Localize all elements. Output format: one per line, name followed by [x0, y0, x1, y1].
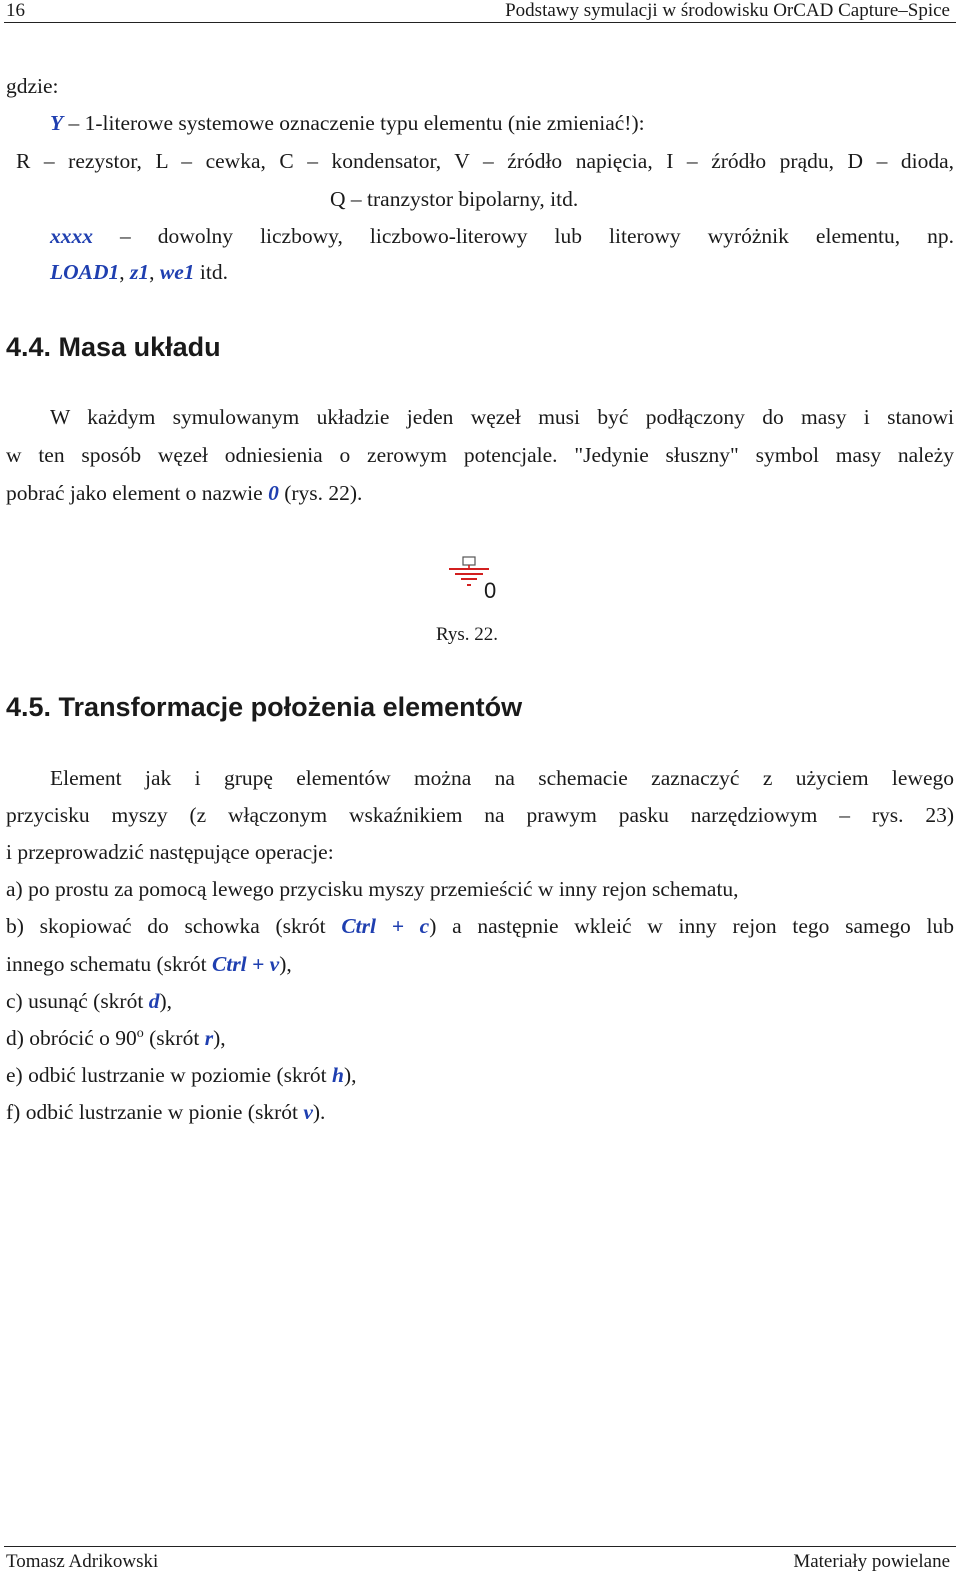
xxxx-symbol: xxxx: [50, 224, 93, 248]
paragraph-line: i przeprowadzić następujące operacje:: [6, 840, 334, 864]
types-line-1: R – rezystor, L – cewka, C – kondensator, V – źródło napięcia, I – źródło prądu, D – dioda,: [16, 149, 954, 173]
paragraph-line: [6, 479, 954, 507]
paragraph-line: przycisku myszy (z włączonym wskaźnikiem na prawym pasku narzędziowym – rys. 23): [6, 803, 954, 827]
separator: ,: [149, 260, 160, 284]
page-number: 16: [6, 0, 25, 21]
example-we1: we1: [159, 260, 195, 284]
running-title: Podstawy symulacji w środowisku OrCAD Capture–Spice: [505, 0, 950, 21]
types-line-2: Q – tranzystor bipolarny, itd.: [330, 187, 579, 211]
list-item-b-cont: [6, 950, 954, 978]
y-definition: [50, 109, 954, 137]
paragraph-line: w ten sposób węzeł odniesienia o zerowym potencjale. "Jedynie słuszny" symbol masy należy: [6, 443, 954, 467]
xxxx-text: – dowolny liczbowy, liczbowo-literowy lub literowy wyróżnik elementu, np.: [93, 224, 954, 248]
list-item-c: [6, 987, 954, 1015]
paragraph-line: Element jak i grupę elementów można na schemacie zaznaczyć z użyciem lewego: [50, 766, 954, 790]
text: b) skopiować do schowka (skrót: [6, 914, 342, 938]
shortcut-v: v: [303, 1100, 313, 1124]
paragraph-line: W każdym symulowanym układzie jeden węzeł musi być podłączony do masy i stanowi: [50, 405, 954, 429]
shortcut-d: d: [148, 989, 160, 1013]
ground-element-name: 0: [268, 481, 279, 505]
text: f) odbić lustrzanie w pionie (skrót: [6, 1100, 304, 1124]
list-item-e: [6, 1061, 954, 1089]
list-item-b: [6, 912, 954, 940]
page-header: [4, 0, 956, 23]
section-heading-4-4: 4.4. Masa układu: [6, 332, 221, 362]
text: ).: [312, 1100, 326, 1124]
text: pobrać jako element o nazwie: [6, 481, 269, 505]
text: ),: [343, 1063, 357, 1087]
section-heading-4-5: 4.5. Transformacje położenia elementów: [6, 692, 523, 722]
y-text: – 1-literowe systemowe oznaczenie typu elementu (nie zmieniać!):: [63, 111, 645, 135]
text: e) odbić lustrzanie w poziomie (skrót: [6, 1063, 332, 1087]
degree-sup: o: [136, 1025, 144, 1041]
y-symbol: Y: [50, 111, 64, 135]
shortcut-r: r: [204, 1026, 214, 1050]
gdzie-label: gdzie:: [6, 74, 59, 98]
gdzie-line: [6, 72, 954, 100]
example-z1: z1: [130, 260, 150, 284]
text: c) usunąć (skrót: [6, 989, 149, 1013]
xxxx-definition: [50, 222, 954, 250]
list-item-f: [6, 1098, 954, 1126]
list-item-d: [6, 1024, 954, 1052]
footer-note: Materiały powielane: [793, 1551, 950, 1572]
text: (rys. 22).: [278, 481, 363, 505]
text: d) obrócić o 90: [6, 1026, 137, 1050]
list-item-a: a) po prostu za pomocą lewego przycisku myszy przemieścić w inny rejon schematu,: [6, 877, 739, 901]
text: innego schematu (skrót: [6, 952, 212, 976]
separator: ,: [119, 260, 131, 284]
text: ),: [279, 952, 292, 976]
figure-caption: Rys. 22.: [436, 624, 499, 645]
example-end: itd.: [194, 260, 228, 284]
page-footer: [4, 1546, 956, 1573]
text: ),: [213, 1026, 226, 1050]
shortcut-h: h: [332, 1063, 344, 1087]
example-load1: LOAD1: [50, 260, 120, 284]
shortcut-ctrl-v: Ctrl + v: [212, 952, 280, 976]
text: ),: [159, 989, 172, 1013]
ground-label: 0: [484, 578, 497, 603]
shortcut-ctrl-c: Ctrl + c: [341, 914, 430, 938]
examples-line: [50, 258, 954, 286]
footer-author: Tomasz Adrikowski: [6, 1551, 159, 1572]
text: ) a następnie wkleić w inny rejon tego samego lub: [429, 914, 954, 938]
text: (skrót: [143, 1026, 205, 1050]
